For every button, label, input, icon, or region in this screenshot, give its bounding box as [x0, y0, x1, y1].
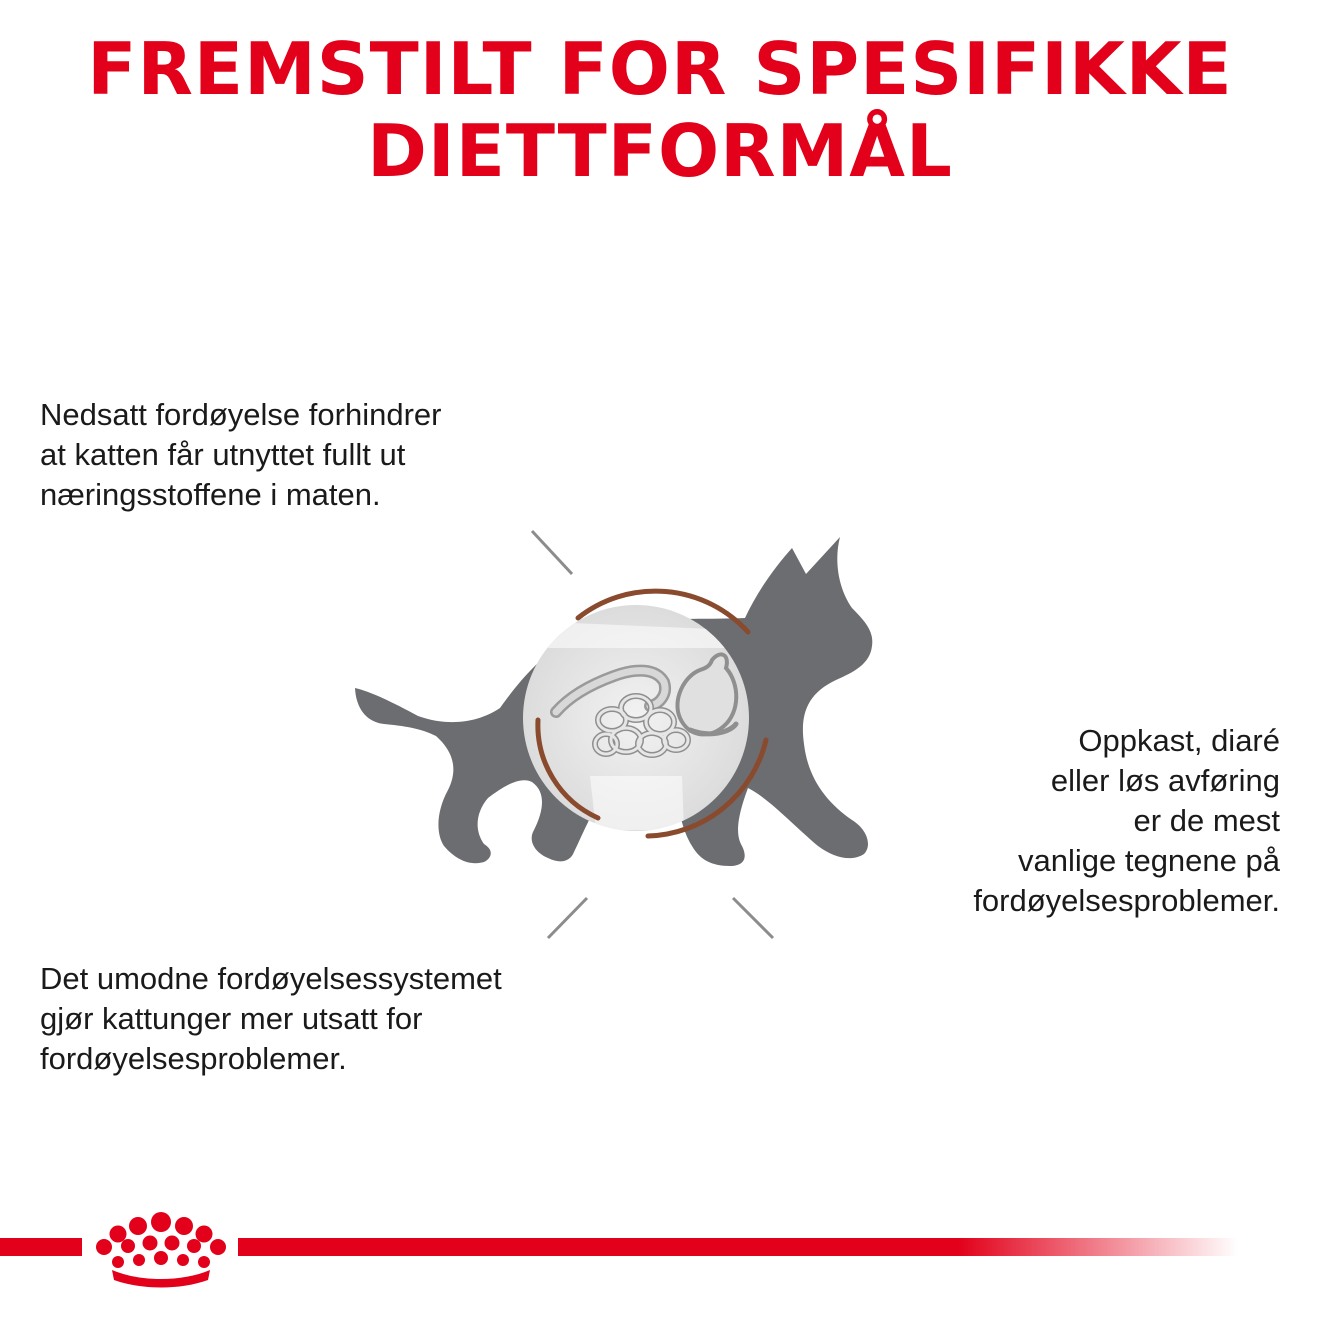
footer-brand-bar [0, 1238, 1238, 1256]
callout-line: næringsstoffene i maten. [40, 477, 381, 512]
callout-line: at katten får utnyttet fullt ut [40, 437, 406, 472]
leader-line-top-left [40, 531, 572, 574]
callout-line: Nedsatt fordøyelse forhindrer [40, 397, 442, 432]
leader-line-bottom-left [40, 898, 587, 938]
page-title-line-2: DIETTFORMÅL [367, 109, 953, 193]
callout-line: Det umodne fordøyelsessystemet [40, 961, 502, 996]
callout-line: gjør kattunger mer utsatt for [40, 1001, 423, 1036]
callout-line: fordøyelsesproblemer. [973, 883, 1280, 918]
callout-line: Oppkast, diaré [1078, 723, 1280, 758]
callout-line: er de mest [1133, 803, 1280, 838]
callout-line: vanlige tegnene på [1017, 843, 1280, 878]
leader-line-right [733, 898, 1280, 938]
page-title-line-1: FREMSTILT FOR SPESIFIKKE [87, 27, 1233, 111]
royal-crown-logo [96, 1212, 226, 1288]
callout-line: fordøyelsesproblemer. [40, 1041, 347, 1076]
callout-line: eller løs avføring [1050, 763, 1280, 798]
